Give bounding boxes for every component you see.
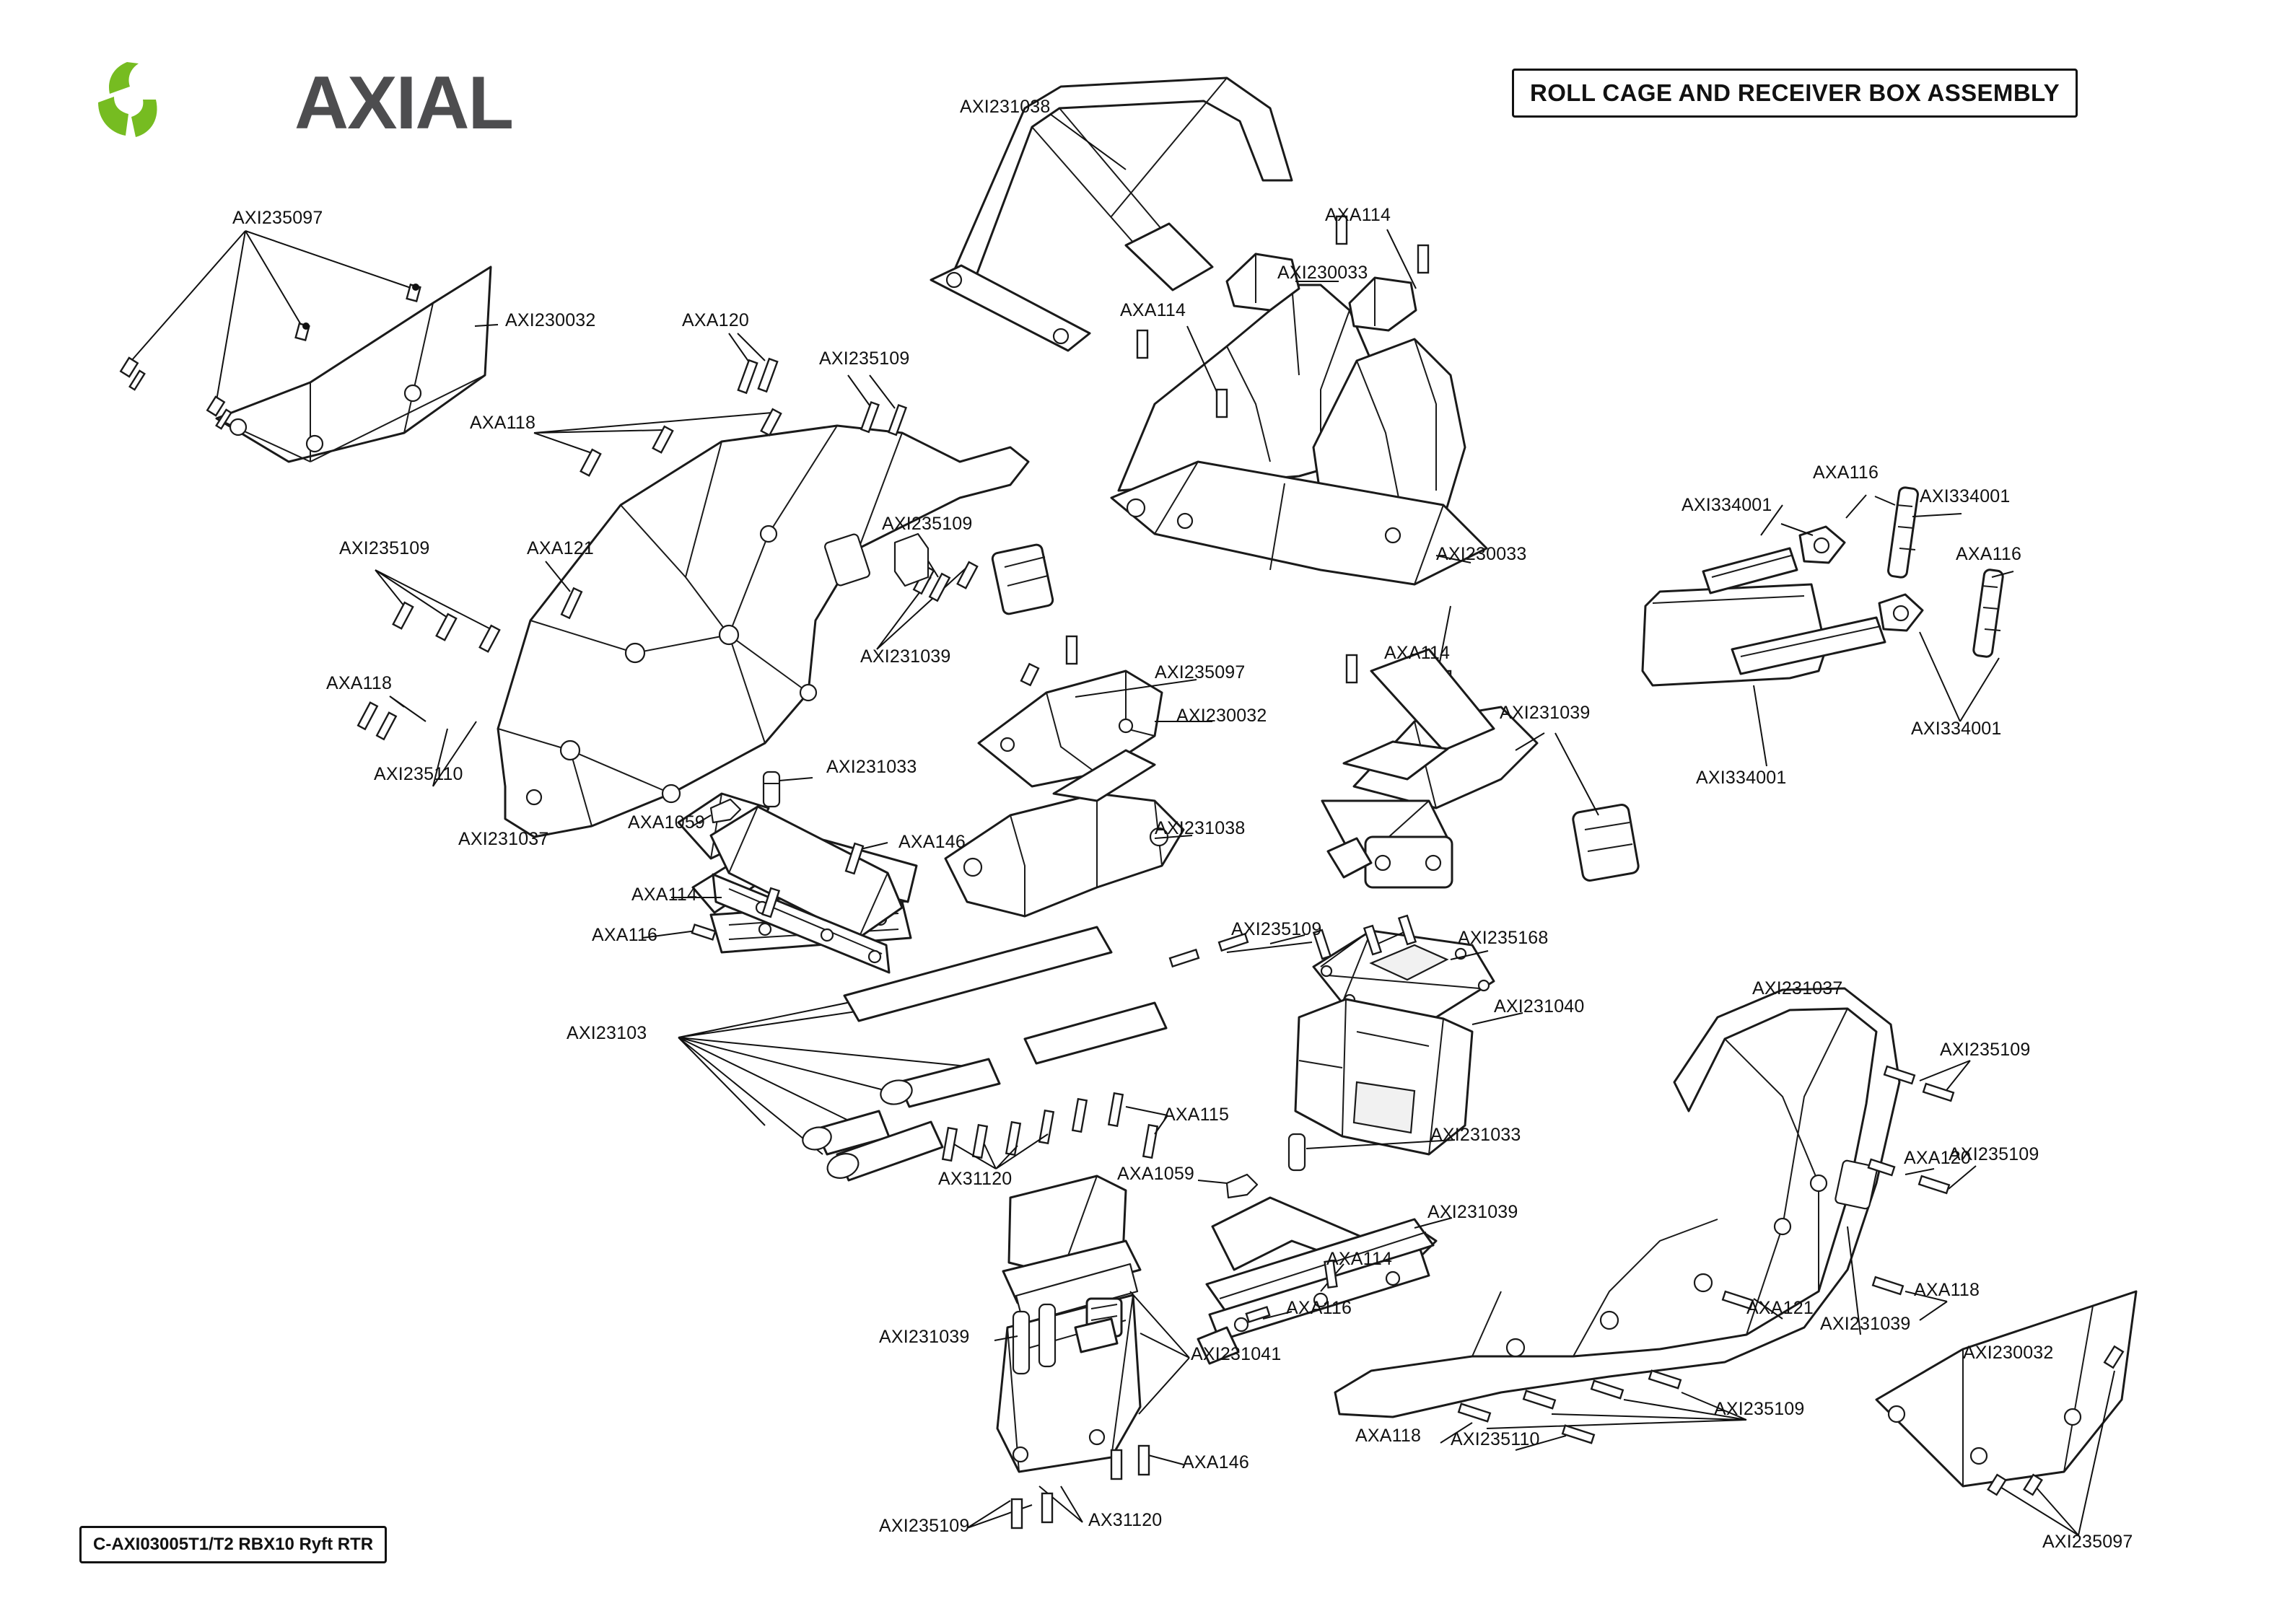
callout-axi235109: AXI235109 [882, 514, 973, 534]
callout-axi230033: AXI230033 [1436, 544, 1527, 564]
callout-axa1059: AXA1059 [1117, 1164, 1195, 1184]
callout-axi235109: AXI235109 [1714, 1399, 1805, 1419]
part-axi231039-left [895, 534, 1054, 615]
callout-axa118: AXA118 [470, 413, 536, 433]
callout-axi235097: AXI235097 [2042, 1532, 2133, 1552]
callout-axi23103: AXI23103 [567, 1023, 647, 1043]
callout-axi235110: AXI235110 [1451, 1429, 1540, 1449]
callout-axa146: AXA146 [898, 832, 966, 852]
callout-axi235109: AXI235109 [1940, 1040, 2031, 1060]
callout-axa116: AXA116 [1956, 544, 2022, 564]
callout-axa114: AXA114 [1120, 300, 1186, 320]
callout-axi231033: AXI231033 [826, 757, 917, 777]
callout-axi231038: AXI231038 [960, 97, 1051, 117]
callout-axi230032: AXI230032 [1176, 706, 1267, 726]
callout-axi235109: AXI235109 [819, 348, 910, 369]
callout-axi230033: AXI230033 [1277, 263, 1368, 283]
screw [1021, 664, 1038, 685]
part-axi231033-left [764, 772, 779, 807]
callout-axi235109: AXI235109 [1231, 919, 1322, 939]
callout-axi235168: AXI235168 [1458, 928, 1549, 948]
footer-block: C-AXI03005T1/T2 RBX10 Ryft RTR [79, 1526, 387, 1563]
callout-axa116: AXA116 [592, 925, 658, 945]
callout-axi231037: AXI231037 [1752, 978, 1843, 998]
callout-axi231039: AXI231039 [860, 646, 951, 667]
title-block: ROLL CAGE AND RECEIVER BOX ASSEMBLY [1512, 69, 2078, 118]
callout-axi231039: AXI231039 [1820, 1314, 1911, 1334]
callout-axi235097: AXI235097 [232, 208, 323, 228]
callout-axi230032: AXI230032 [1963, 1343, 2054, 1363]
callout-axi235110: AXI235110 [374, 764, 463, 784]
brand-wordmark: AXIAL [294, 61, 512, 145]
callout-axa121: AXA121 [527, 538, 594, 558]
callout-axi334001: AXI334001 [1682, 495, 1772, 515]
callout-axa120: AXA120 [1904, 1148, 1971, 1168]
callout-axi231041: AXI231041 [1191, 1344, 1282, 1364]
callout-axi235109: AXI235109 [879, 1516, 970, 1536]
callout-ax31120: AX31120 [938, 1169, 1013, 1189]
callout-axa114: AXA114 [1384, 643, 1451, 663]
callout-axa1059: AXA1059 [628, 812, 706, 833]
callout-axa114: AXA114 [1325, 205, 1391, 225]
callout-axi231039: AXI231039 [1500, 703, 1591, 723]
callout-axi231033: AXI231033 [1430, 1125, 1521, 1145]
callout-axa118: AXA118 [1355, 1426, 1422, 1446]
callout-ax31120: AX31120 [1088, 1510, 1163, 1530]
callout-axi230032: AXI230032 [505, 310, 596, 330]
callout-axi231039: AXI231039 [879, 1327, 970, 1347]
callout-axi334001: AXI334001 [1920, 486, 2011, 506]
part-axi230032-right [1876, 1291, 2136, 1486]
callout-axi334001: AXI334001 [1911, 719, 2002, 739]
callout-axi235097: AXI235097 [1155, 662, 1246, 682]
callout-axa146: AXA146 [1182, 1452, 1249, 1472]
callout-axi231040: AXI231040 [1494, 996, 1585, 1017]
callout-axa118: AXA118 [326, 673, 393, 693]
callout-axa114: AXA114 [631, 885, 698, 905]
callout-axi334001: AXI334001 [1696, 768, 1787, 788]
part-axi231041-box [997, 1176, 1140, 1472]
callout-axi235109: AXI235109 [339, 538, 430, 558]
callout-axi231039: AXI231039 [1427, 1202, 1518, 1222]
callout-axa120: AXA120 [682, 310, 749, 330]
part-axi231039-bottom [1198, 1134, 1436, 1364]
callout-axi231038: AXI231038 [1155, 818, 1246, 838]
callout-axa121: AXA121 [1746, 1298, 1814, 1318]
callout-axi231037: AXI231037 [458, 829, 549, 849]
callout-axi235109: AXI235109 [1949, 1144, 2039, 1164]
callout-axa114: AXA114 [1326, 1249, 1393, 1269]
part-axi230032-left [217, 267, 491, 462]
callout-axa116: AXA116 [1286, 1298, 1352, 1318]
part-axi334001-frame [1643, 487, 2003, 685]
callout-axa116: AXA116 [1813, 462, 1879, 483]
callout-axa118: AXA118 [1914, 1280, 1980, 1300]
part-axi231038-top [931, 78, 1292, 351]
callout-axa115: AXA115 [1163, 1105, 1230, 1125]
